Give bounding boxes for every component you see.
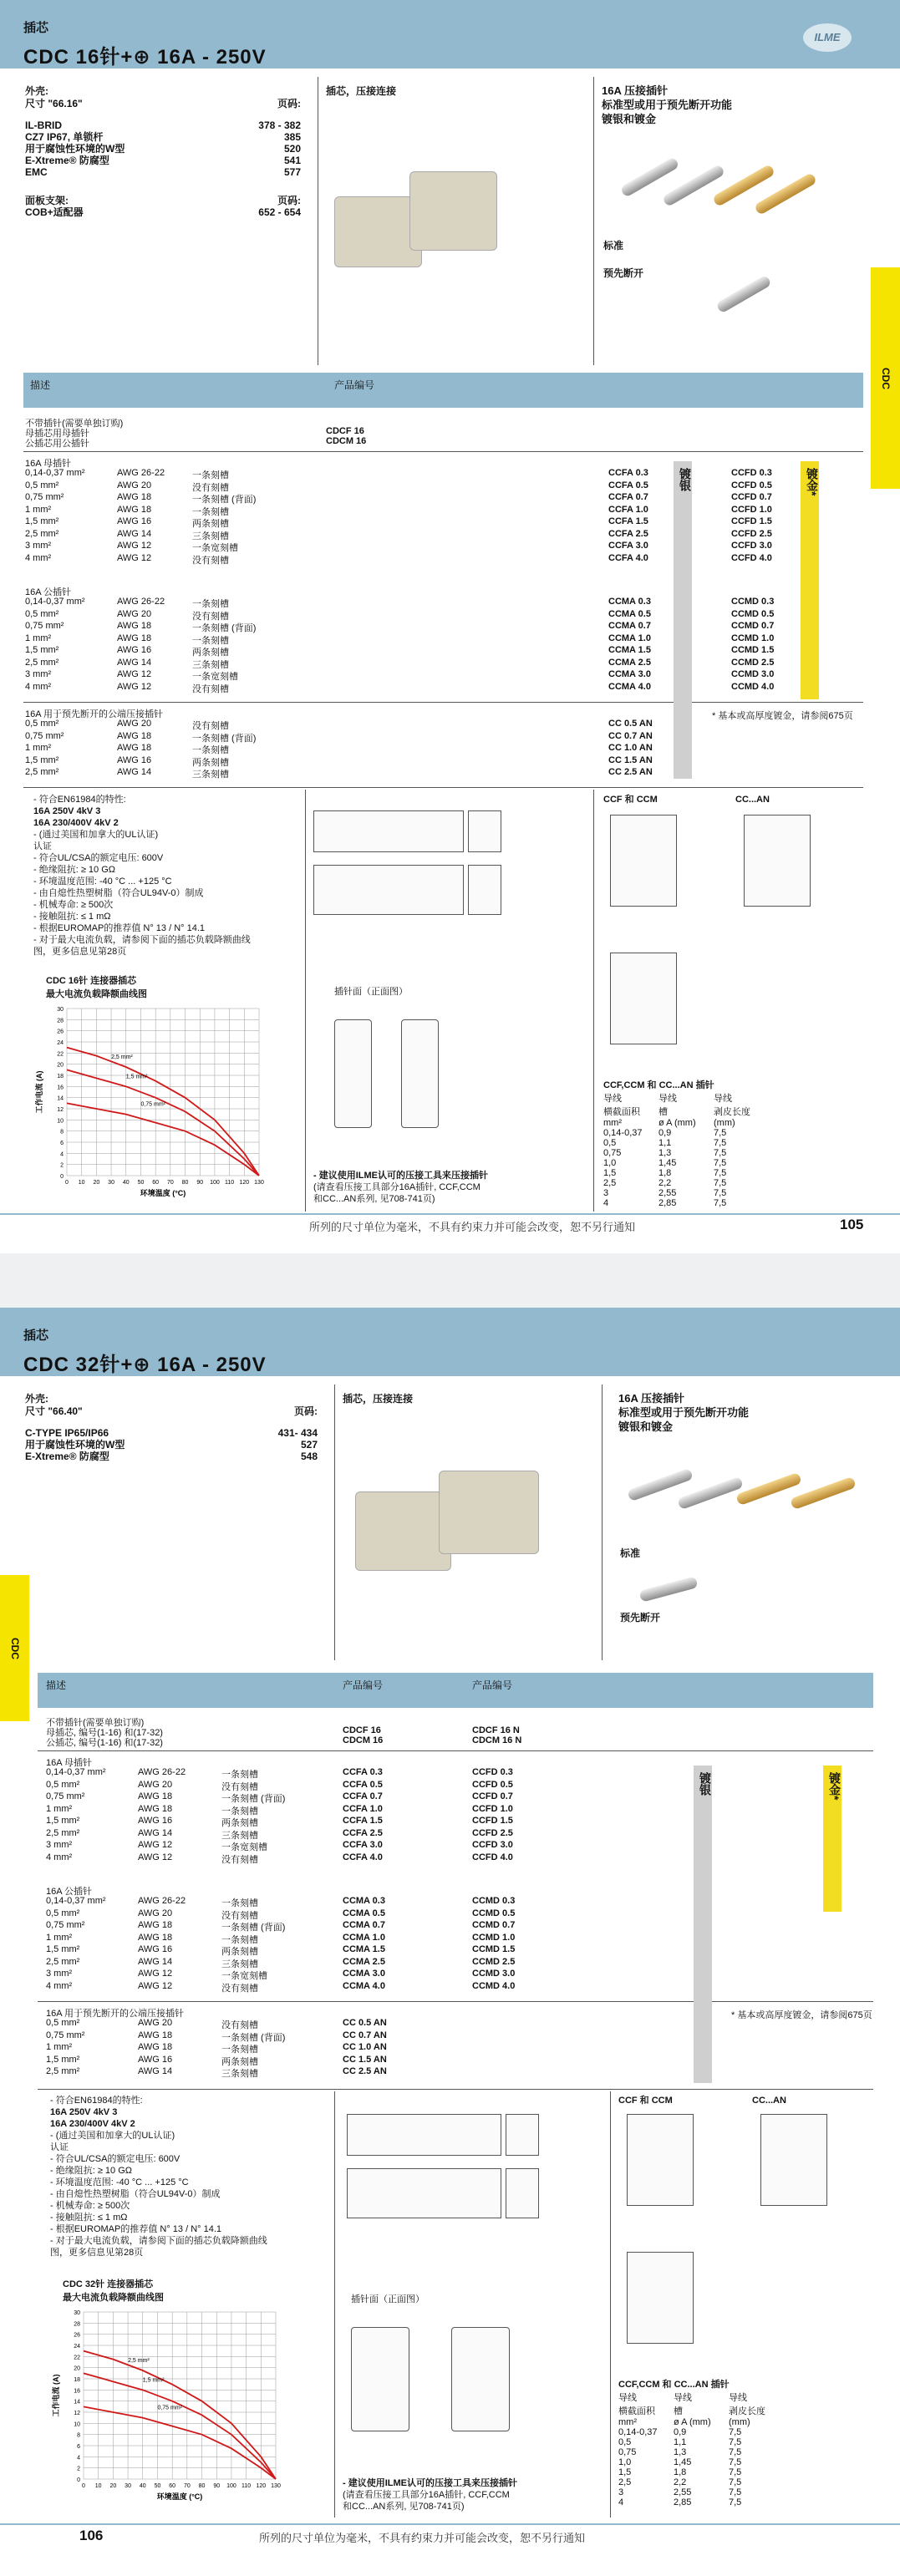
table-row: 0,14-0,37 mm² AWG 26-22 一条刻槽 CCMA 0.3 CCMD 0.3 [46,1896,516,1908]
x-tick: 110 [242,2483,252,2489]
table-row: 1,5 mm² AWG 16 两条刻槽 CC 1.5 AN [25,755,653,768]
table-row: 1,5 mm² AWG 16 两条刻槽 CCMA 1.5 CCMD 1.5 [46,1944,516,1957]
y-tick: 8 [77,2432,80,2439]
specs [33,794,301,958]
x-tick: 50 [154,2483,161,2489]
table-row: 2,5 2,2 7,5 [603,1178,727,1188]
y-tick: 20 [74,2365,80,2372]
y-tick: 12 [74,2411,80,2416]
spec-line: - 符合UL/CSA的额定电压: 600V [33,853,164,863]
x-label: 环境温度 (°C) [140,1189,186,1197]
table-header: 描述 产品编号 产品编号 [38,1673,873,1708]
y-tick: 30 [74,2310,80,2316]
pin-photo [677,1476,744,1511]
pin-table-head: 横截面积 槽 剥皮长度 [603,1107,750,1117]
insert-type: 插芯，压接连接 [326,85,397,97]
x-tick: 0 [82,2483,85,2489]
table-row: 0,5 1,1 7,5 [603,1138,727,1148]
table-row: 4 mm² AWG 12 没有刻槽 CCFA 4.0 CCFD 4.0 [25,552,772,566]
series-label: 1,5 mm² [125,1074,148,1080]
derating-chart: CDC 16针 连接器插芯 最大电流负载降额曲线图 0 2 4 6 8 10 12 14 16 18 20 22 24 26 28 30 0 10 20 30 40 50 60 70 80 90 100 110 120 130 环境温度 (°C) 工作电流 (A) 2,5 mm² 1,5 mm² 0,75 mm² [33,973,301,1212]
series-label: 1,5 mm² [142,2377,165,2384]
y-tick: 18 [74,2377,80,2383]
std-label: 标准 [620,1547,641,1559]
spec-line: 16A 230/400V 4kV 2 [50,2119,135,2129]
table-row: 0,14-0,37 mm² AWG 26-22 一条刻槽 CCFA 0.3 CCFD 0.3 [46,1767,513,1780]
spec-line: - 符合EN61984的特性: [50,2096,143,2106]
spec-line: - 根据EUROMAP的推荐值 N° 13 / N° 14.1 [50,2224,222,2234]
x-tick: 100 [210,1180,220,1186]
table-row: 0,75 mm² AWG 18 一条刻槽 (背面) CC 0.7 AN [46,2030,387,2043]
spec-line: - 根据EUROMAP的推荐值 N° 13 / N° 14.1 [33,923,206,933]
table-row: 1,5 mm² AWG 16 两条刻槽 CCMA 1.5 CCMD 1.5 [25,645,775,658]
series-line [67,1048,259,1176]
pre-label: 预先断开 [620,1612,661,1623]
y-tick: 24 [74,2344,80,2350]
pin-drawing [610,953,677,1044]
spec-line: - 接触阻抗: ≤ 1 mΩ [50,2213,128,2223]
pin-table-head: mm² ø A (mm) (mm) [618,2417,750,2427]
x-tick: 10 [94,2483,102,2489]
table-row: 0,5 mm² AWG 20 没有刻槽 CCFA 0.5 CCFD 0.5 [46,1779,513,1792]
table-row: 1,0 1,45 7,5 [618,2457,742,2467]
x-tick: 130 [271,2483,281,2489]
dim-drawing [468,810,501,852]
y-tick: 16 [74,2388,80,2395]
x-tick: 80 [198,2483,206,2489]
y-tick: 10 [57,1118,64,1125]
spec-line: - (通过美国和加拿大的UL认证) [33,830,159,840]
insert-photo-male [439,1471,539,1554]
x-tick: 70 [166,1180,174,1186]
spec-line: - 符合UL/CSA的额定电压: 600V [50,2154,181,2164]
x-tick: 110 [225,1180,235,1186]
table-row: 2,5 mm² AWG 14 三条刻槽 CC 2.5 AN [46,2066,387,2079]
x-tick: 20 [109,2483,117,2489]
spec-line: - 机械寿命: ≥ 500次 [50,2201,130,2211]
table-row: 0,5 mm² AWG 20 没有刻槽 CCFA 0.5 CCFD 0.5 [25,480,772,493]
ref-row: COB+适配器 652 - 654 [25,206,301,218]
pin-table-head: mm² ø A (mm) (mm) [603,1118,735,1128]
x-tick: 40 [122,1180,130,1186]
table-row: 0,14-0,37 0,9 7,5 [618,2427,742,2437]
spec-line: - 对于最大电流负载，请参阅下面的插芯负载降额曲线 [33,935,251,945]
table-row: 0,75 mm² AWG 18 一条刻槽 (背面) CCMA 0.7 CCMD 0.7 [46,1920,516,1933]
pinface-label: 插针面（正面图） [351,2294,425,2304]
table-row: 0,5 mm² AWG 20 没有刻槽 CC 0.5 AN [25,719,653,731]
y-tick: 10 [74,2421,80,2428]
table-row: 0,75 mm² AWG 18 一条刻槽 (背面) CC 0.7 AN [25,730,653,744]
spec-line: - 对于最大电流负载，请参阅下面的插芯负载降额曲线 [50,2236,267,2246]
y-tick: 6 [77,2444,80,2450]
table-row: 2,5 2,2 7,5 [618,2477,742,2487]
pin-photo [715,274,772,313]
pin-table-head: 导线 导线 导线 [603,1094,732,1104]
table-row: 2,5 mm² AWG 14 三条刻槽 CCMA 2.5 CCMD 2.5 [46,1956,516,1969]
ref-row: EMC 577 [25,166,301,178]
x-tick: 120 [256,2483,267,2489]
pin-table-head: 导线 导线 导线 [618,2393,747,2403]
spec-line: - 由自熄性热塑树脂（符合UL94V-0）制成 [50,2189,221,2199]
table-row: 0,5 mm² AWG 20 没有刻槽 CCMA 0.5 CCMD 0.5 [25,608,775,622]
y-tick: 4 [60,1151,64,1158]
chart-svg [33,1000,284,1209]
x-tick: 90 [213,2483,221,2489]
pin-table-title: CCF,CCM 和 CC...AN 插针 [603,1080,714,1090]
pin-table [603,1078,770,1208]
x-tick: 60 [152,1180,160,1186]
table-row: 1,5 mm² AWG 16 两条刻槽 CCFA 1.5 CCFD 1.5 [46,1816,513,1828]
y-tick: 22 [57,1051,64,1058]
series-line [84,2406,276,2479]
y-label: 工作电流 (A) [35,1070,43,1114]
pin-drawing [627,2114,694,2206]
spec-line: - 接触阻抗: ≤ 1 mΩ [33,912,111,922]
category: 插芯 [23,1329,49,1343]
y-tick: 22 [74,2355,80,2361]
table-row: 1,5 mm² AWG 16 两条刻槽 CC 1.5 AN [46,2054,387,2067]
table-row: 2,5 mm² AWG 14 三条刻槽 CCFA 2.5 CCFD 2.5 [25,528,772,541]
table-row: 4 mm² AWG 12 没有刻槽 CCMA 4.0 CCMD 4.0 [46,1980,516,1994]
category: 插芯 [23,21,49,35]
spec-line: 图，更多信息见第28页 [33,947,127,957]
tool-note: - 建议使用ILME认可的压接工具来压接插针 (请查看压接工具部分16A插针, CCF,CCM 和CC...AN系列, 见708-741页) [313,1171,488,1204]
pinface-female [351,2327,409,2431]
x-tick: 50 [137,1180,145,1186]
silver-bar [674,461,692,779]
insert-photo-female [355,1491,451,1571]
table-row: 1,5 mm² AWG 16 两条刻槽 CCFA 1.5 CCFD 1.5 [25,516,772,529]
pin-drawing [627,2252,694,2344]
spec-line: 16A 230/400V 4kV 2 [33,818,119,828]
housing-refs: 外壳: 尺寸 "66.16" 页码: IL-BRID 378 - 382 CZ7 IP67, 单锁杆 385 用于腐蚀性环境的W型 520 E-Xtreme® 防腐型 541 EMC 577 面板支架: 页码: COB+适配器 652 - 654 [25,85,301,218]
series-line [67,1103,259,1176]
housing-refs: 外壳: 尺寸 "66.40" 页码: C-TYPE IP65/IP66 431- 434 用于腐蚀性环境的W型 527 E-Xtreme® 防腐型 548 [25,1393,318,1462]
table-row: 0,5 1,1 7,5 [618,2437,742,2447]
table-row: 1 mm² AWG 18 一条刻槽 CC 1.0 AN [25,743,653,755]
x-tick: 130 [254,1180,264,1186]
dim-drawing [313,865,464,915]
table-row: 3 mm² AWG 12 一条宽刻槽 CCMA 3.0 CCMD 3.0 [46,1969,516,1981]
y-tick: 16 [57,1085,64,1091]
page-106: 插芯 CDC 32针+⊕ 16A - 250V 外壳: 尺寸 "66.40" 页码: C-TYPE IP65/IP66 431- 434 用于腐蚀性环境的W型 527 E-Xtreme® 防腐型 548 插芯，压接连接 16A 压接插针 标准型或用于预先断开功能 镀银和镀金 标准 预先断开 CDC 描述 产品编号 产品编号 不带插针(需要单独订购) 母插芯, 编号(1-16) 和(17-32) CDCF 16 CDCF 16 N 公插芯, 编号(1-16) 和(17-32) CDCM 16 CDCM 16 N 16A 母插针 0,14-0,37 mm² AWG 26-22 一条刻槽 CCFA 0.3 CCFD 0.3 0,5 mm² AWG 20 没有刻槽 CCFA 0.5 CCFD 0.5 0,75 mm² AWG 18 一条刻槽 (背面) CCFA 0.7 CCFD 0.7 1 mm² AWG 18 一条刻槽 CCFA 1.0 CCFD 1.0 1,5 mm² AWG 16 两条刻槽 CCFA 1.5 CCFD 1.5 2,5 mm² AWG 14 三条刻槽 CCFA 2.5 CCFD 2.5 3 mm² AWG 12 一条宽刻槽 CCFA 3.0 CCFD 3.0 4 mm² AWG 12 没有刻槽 CCFA 4.0 CCFD 4.0 16A 公插针 0,14-0,37 mm² AWG 26-22 一条刻槽 CCMA 0.3 CCMD 0.3 0,5 mm² AWG 20 没有刻槽 CCMA 0.5 CCMD 0.5 0,75 mm² AWG 18 一条刻槽 (背面) CCMA 0.7 CCMD 0.7 1 mm² AWG 18 一条刻槽 CCMA 1.0 CCMD 1.0 1,5 mm² AWG 16 两条刻槽 CCMA 1.5 CCMD 1.5 2,5 mm² AWG 14 三条刻槽 CCMA 2.5 CCMD 2.5 3 mm² AWG 12 一条宽刻槽 CCMA 3.0 CCMD 3.0 4 mm² AWG 12 没有刻槽 CCMA 4.0 CCMD 4.0 16A 用于预先断开的公端压接插针 0,5 mm² AWG 20 没有刻槽 CC 0.5 AN 0,75 mm² AWG 18 一条刻槽 (背面) CC 0.7 AN 1 mm² AWG 18 一条刻槽 CC 1.0 AN 1,5 mm² AWG 16 两条刻槽 CC 1.5 AN 2,5 mm² AWG 14 三条刻槽 CC 2.5 AN 镀银 镀金* * 基本或高厚度镀金，请参阅675页 - 符合EN61984的特性: 16A 250V 4kV 3 16A 230/400V 4kV 2 - (通过美国和加拿大的UL认证) 认证 - 符合UL/CSA的额定电压: 600V - 绝缘阻抗: ≥ 10 GΩ - 环境温度范围: -40 °C ... +125 °C - 由自熄性热塑树脂（符合UL94V-0）制成 - 机械寿命: ≥ 500次 - 接触阻抗: ≤ 1 mΩ - 根据EUROMAP的推荐值 N° 13 / N° 14.1 - 对于最大电流负载，请参阅下面的插芯负载降额曲线 图，更多信息见第28页 CDC 32针 连接器插芯 最大电流负载降额曲线图 0 2 4 6 8 10 12 14 16 18 20 22 24 26 28 30 0 10 20 30 40 50 60 70 80 90 100 110 120 130 环境温度 (°C) 工作电流 (A) 2,5 mm² 1,5 mm² 0,75 mm² 插针面（正面图） - 建议使用ILME认可的压接工具来压接插针 (请查看压接工具部分16A插针, CCF,CCM 和CC...AN系列, 见708-741页) CCF 和 CCM CC...AN CCF,CCM 和 CC...AN 插针 导线 导线 导线 横截面积 槽 剥皮长度 mm² ø A (mm) (mm) 0,14-0,37 0,9 7,5 0,5 1,1 7,5 0,75 1,3 7,5 1,0 1,45 7,5 1,5 1,8 7,5 2,5 2,2 7,5 3 2,55 7,5 4 2,85 7,5 106 所列的尺寸单位为毫米，不具有约束力并可能会改变，恕不另行通知 [0,1308,900,2561]
table-row: 0,75 mm² AWG 18 一条刻槽 (背面) CCMA 0.7 CCMD 0.7 [25,621,775,633]
page-title: CDC 16针+⊕ 16A - 250V [23,46,267,69]
ref-row: CZ7 IP67, 单锁杆 385 [25,131,301,143]
x-tick: 30 [125,2483,131,2489]
table-row: 0,75 mm² AWG 18 一条刻槽 (背面) CCFA 0.7 CCFD 0.7 [46,1791,513,1804]
spec-line: 16A 250V 4kV 3 [50,2107,118,2117]
ref-row: IL-BRID 378 - 382 [25,119,301,131]
table-row: 2,5 mm² AWG 14 三条刻槽 CCFA 2.5 CCFD 2.5 [46,1827,513,1841]
pre-label: 预先断开 [603,267,644,279]
y-tick: 2 [77,2466,80,2472]
table-row: 3 2,55 7,5 [618,2487,742,2497]
page-header [0,0,900,69]
table-row: 4 2,85 7,5 [603,1198,727,1208]
spec-line: 16A 250V 4kV 3 [33,806,101,816]
y-tick: 28 [74,2321,80,2328]
y-tick: 30 [57,1007,64,1013]
spec-line: - 机械寿命: ≥ 500次 [33,900,114,910]
y-tick: 14 [57,1095,64,1102]
table-row: 1,5 1,8 7,5 [603,1168,727,1178]
ilme-logo: ILME [803,23,852,52]
table-header: 描述 产品编号 [23,373,863,408]
table-row: 0,14-0,37 mm² AWG 26-22 一条刻槽 CCMA 0.3 CCMD 0.3 [25,597,775,609]
table-row: 3 mm² AWG 12 一条宽刻槽 CCFA 3.0 CCFD 3.0 [25,541,772,553]
spec-line: - 环境温度范围: -40 °C ... +125 °C [33,876,172,887]
x-tick: 80 [181,1180,189,1186]
footer: 所列的尺寸单位为毫米，不具有约束力并可能会改变，恕不另行通知 [309,1221,636,1233]
spec-line: - 符合EN61984的特性: [33,795,126,805]
dim-drawing [468,865,501,915]
pin-info: 16A 压接插针 标准型或用于预先断开功能 镀银和镀金 [618,1392,750,1433]
page-105: 插芯 CDC 16针+⊕ 16A - 250V ILME 外壳: 尺寸 "66.16" 页码: IL-BRID 378 - 382 CZ7 IP67, 单锁杆 385 用于腐蚀性环境的W型 520 E-Xtreme® 防腐型 541 EMC 577 面板支架: 页码: COB+适配器 652 - 654 插芯，压接连接 16A 压接插针 标准型或用于预先断开功能 镀银和镀金 标准 预先断开 CDC 描述 产品编号 不带插针(需要单独订购) 母插芯用母插针 CDCF 16 公插芯用公插针 CDCM 16 16A 母插针 0,14-0,37 mm² AWG 26-22 一条刻槽 CCFA 0.3 CCFD 0.3 0,5 mm² AWG 20 没有刻槽 CCFA 0.5 CCFD 0.5 0,75 mm² AWG 18 一条刻槽 (背面) CCFA 0.7 CCFD 0.7 1 mm² AWG 18 一条刻槽 CCFA 1.0 CCFD 1.0 1,5 mm² AWG 16 两条刻槽 CCFA 1.5 CCFD 1.5 2,5 mm² AWG 14 三条刻槽 CCFA 2.5 CCFD 2.5 3 mm² AWG 12 一条宽刻槽 CCFA 3.0 CCFD 3.0 4 mm² AWG 12 没有刻槽 CCFA 4.0 CCFD 4.0 16A 公插针 0,14-0,37 mm² AWG 26-22 一条刻槽 CCMA 0.3 CCMD 0.3 0,5 mm² AWG 20 没有刻槽 CCMA 0.5 CCMD 0.5 0,75 mm² AWG 18 一条刻槽 (背面) CCMA 0.7 CCMD 0.7 1 mm² AWG 18 一条刻槽 CCMA 1.0 CCMD 1.0 1,5 mm² AWG 16 两条刻槽 CCMA 1.5 CCMD 1.5 2,5 mm² AWG 14 三条刻槽 CCMA 2.5 CCMD 2.5 3 mm² AWG 12 一条宽刻槽 CCMA 3.0 CCMD 3.0 4 mm² AWG 12 没有刻槽 CCMA 4.0 CCMD 4.0 16A 用于预先断开的公端压接插针 0,5 mm² AWG 20 没有刻槽 CC 0.5 AN 0,75 mm² AWG 18 一条刻槽 (背面) CC 0.7 AN 1 mm² AWG 18 一条刻槽 CC 1.0 AN 1,5 mm² AWG 16 两条刻槽 CC 1.5 AN 2,5 mm² AWG 14 三条刻槽 CC 2.5 AN 镀银 镀金* * 基本或高厚度镀金，请参阅675页 - 符合EN61984的特性: 16A 250V 4kV 3 16A 230/400V 4kV 2 - (通过美国和加拿大的UL认证) 认证 - 符合UL/CSA的额定电压: 600V - 绝缘阻抗: ≥ 10 GΩ - 环境温度范围: -40 °C ... +125 °C - 由自熄性热塑树脂（符合UL94V-0）制成 - 机械寿命: ≥ 500次 - 接触阻抗: ≤ 1 mΩ - 根据EUROMAP的推荐值 N° 13 / N° 14.1 - 对于最大电流负载，请参阅下面的插芯负载降额曲线 图，更多信息见第28页 CDC 16针 连接器插芯 最大电流负载降额曲线图 0 2 4 6 8 10 12 14 16 18 20 22 24 26 28 30 0 10 20 30 40 50 60 70 80 90 100 110 120 130 环境温度 (°C) 工作电流 (A) 2,5 mm² 1,5 mm² 0,75 mm² 插针面（正面图） - 建议使用ILME认可的压接工具来压接插针 (请查看压接工具部分16A插针, CCF,CCM 和CC...AN系列, 见708-741页) CCF 和 CCM CC...AN CCF,CCM 和 CC...AN 插针 导线 导线 导线 横截面积 槽 剥皮长度 mm² ø A (mm) (mm) 0,14-0,37 0,9 7,5 0,5 1,1 7,5 0,75 1,3 7,5 1,0 1,45 7,5 1,5 1,8 7,5 2,5 2,2 7,5 3 2,55 7,5 4 2,85 7,5 所列的尺寸单位为毫米，不具有约束力并可能会改变，恕不另行通知 105 [0,0,900,1253]
series-line [84,2351,276,2479]
y-tick: 2 [60,1162,64,1169]
table-row: 0,14-0,37 0,9 7,5 [603,1128,727,1138]
page-number: 106 [79,2528,104,2543]
x-tick: 100 [226,2483,236,2489]
side-tab: CDC [871,267,900,489]
table-row: 0,75 1,3 7,5 [618,2447,742,2457]
std-label: 标准 [603,240,624,252]
x-tick: 70 [183,2483,191,2489]
table-row: 1 mm² AWG 18 一条刻槽 CCFA 1.0 CCFD 1.0 [46,1803,513,1816]
y-tick: 4 [77,2455,80,2462]
dim-drawing [506,2114,539,2156]
table-row: 3 mm² AWG 12 一条宽刻槽 CCFA 3.0 CCFD 3.0 [46,1840,513,1852]
x-label: 环境温度 (°C) [156,2492,203,2501]
pinface-label: 插针面（正面图） [334,987,408,997]
ref-row: E-Xtreme® 防腐型 541 [25,155,301,166]
x-tick: 30 [108,1180,114,1186]
y-tick: 26 [74,2332,80,2339]
pin-drawing [610,815,677,907]
table-row: 3 2,55 7,5 [603,1188,727,1198]
table-row: 1 mm² AWG 18 一条刻槽 CCMA 1.0 CCMD 1.0 [25,633,775,646]
x-tick: 10 [78,1180,85,1186]
chart-svg [50,2304,301,2512]
silver-bar [694,1766,712,2083]
ref-row: 用于腐蚀性环境的W型 520 [25,143,301,155]
dim-drawing [347,2114,501,2156]
dim-drawing [506,2168,539,2218]
pin-drawing [760,2114,827,2206]
table-row: 4 mm² AWG 12 没有刻槽 CCFA 4.0 CCFD 4.0 [46,1852,513,1865]
table-row: 4 mm² AWG 12 没有刻槽 CCMA 4.0 CCMD 4.0 [25,681,775,694]
derating-chart: CDC 32针 连接器插芯 最大电流负载降额曲线图 0 2 4 6 8 10 12 14 16 18 20 22 24 26 28 30 0 10 20 30 40 50 60 70 80 90 100 110 120 130 环境温度 (°C) 工作电流 (A) 2,5 mm² 1,5 mm² 0,75 mm² [50,2277,326,2515]
series-label: 0,75 mm² [157,2405,183,2411]
specs [50,2095,326,2258]
spec-line: - 绝缘阻抗: ≥ 10 GΩ [33,865,115,875]
dim-drawing [347,2168,501,2218]
spec-line: - 绝缘阻抗: ≥ 10 GΩ [50,2166,132,2176]
table-row: 0,75 mm² AWG 18 一条刻槽 (背面) CCFA 0.7 CCFD 0.7 [25,492,772,505]
side-tab: CDC [0,1575,29,1721]
x-tick: 60 [169,2483,176,2489]
x-tick: 0 [65,1180,69,1186]
pin-table-head: 横截面积 槽 剥皮长度 [618,2406,765,2416]
table-row: 4 2,85 7,5 [618,2497,742,2507]
pin-table [618,2377,786,2507]
x-tick: 40 [139,2483,146,2489]
table-row: 0,5 mm² AWG 20 没有刻槽 CC 0.5 AN [46,2018,387,2030]
table-row: 2,5 mm² AWG 14 三条刻槽 CC 2.5 AN [25,767,653,780]
pin-info: 16A 压接插针 标准型或用于预先断开功能 镀银和镀金 [602,84,733,125]
table-row: 1,5 1,8 7,5 [618,2467,742,2477]
spec-line: - 环境温度范围: -40 °C ... +125 °C [50,2177,189,2187]
table-row: 0,14-0,37 mm² AWG 26-22 一条刻槽 CCFA 0.3 CCFD 0.3 [25,468,772,480]
y-tick: 12 [57,1107,64,1113]
y-tick: 14 [74,2399,80,2406]
y-tick: 24 [57,1040,64,1046]
y-tick: 6 [60,1141,64,1146]
dim-drawing [313,810,464,852]
pinface-male [451,2327,510,2431]
table-row: 0,75 1,3 7,5 [603,1148,727,1158]
spec-line: 认证 [50,2142,69,2152]
page-gap [0,1253,900,1308]
pin-photo [638,1576,698,1603]
page-number: 105 [840,1217,864,1232]
table-row: 0,5 mm² AWG 20 没有刻槽 CCMA 0.5 CCMD 0.5 [46,1908,516,1921]
series-label: 2,5 mm² [128,2358,150,2364]
series-label: 0,75 mm² [140,1101,166,1108]
y-tick: 0 [77,2477,80,2483]
x-tick: 20 [93,1180,100,1186]
table-row: 1 mm² AWG 18 一条刻槽 CCFA 1.0 CCFD 1.0 [25,504,772,517]
y-tick: 28 [57,1018,64,1024]
y-label: 工作电流 (A) [52,2374,60,2417]
y-tick: 8 [60,1129,64,1136]
y-tick: 26 [57,1029,64,1035]
spec-line: 认证 [33,841,52,851]
x-tick: 120 [239,1180,250,1186]
spec-line: 图，更多信息见第28页 [50,2248,144,2258]
footer: 所列的尺寸单位为毫米，不具有约束力并可能会改变，恕不另行通知 [259,2532,586,2544]
spec-line: - 由自熄性热塑树脂（符合UL94V-0）制成 [33,888,204,898]
table-row: 2,5 mm² AWG 14 三条刻槽 CCMA 2.5 CCMD 2.5 [25,657,775,670]
y-tick: 20 [57,1062,64,1069]
spec-line: - (通过美国和加拿大的UL认证) [50,2131,175,2141]
tool-note: - 建议使用ILME认可的压接工具来压接插针 (请查看压接工具部分16A插针, CCF,CCM 和CC...AN系列, 见708-741页) [343,2478,517,2512]
table-row: 3 mm² AWG 12 一条宽刻槽 CCMA 3.0 CCMD 3.0 [25,669,775,682]
pin-table-title: CCF,CCM 和 CC...AN 插针 [618,2380,730,2390]
page-title: CDC 32针+⊕ 16A - 250V [23,1354,267,1376]
table-row: 1,0 1,45 7,5 [603,1158,727,1168]
series-label: 2,5 mm² [111,1054,133,1060]
y-tick: 18 [57,1074,64,1080]
pin-drawing [744,815,811,907]
gold-bar [801,461,819,699]
pinface-male [401,1019,439,1128]
insert-photo-male [409,171,497,251]
table-row: 1 mm² AWG 18 一条刻槽 CC 1.0 AN [46,2042,387,2055]
pinface-female [334,1019,372,1128]
y-tick: 0 [60,1174,64,1180]
table-row: 1 mm² AWG 18 一条刻槽 CCMA 1.0 CCMD 1.0 [46,1932,516,1945]
x-tick: 90 [196,1180,204,1186]
page-header [0,1308,900,1376]
